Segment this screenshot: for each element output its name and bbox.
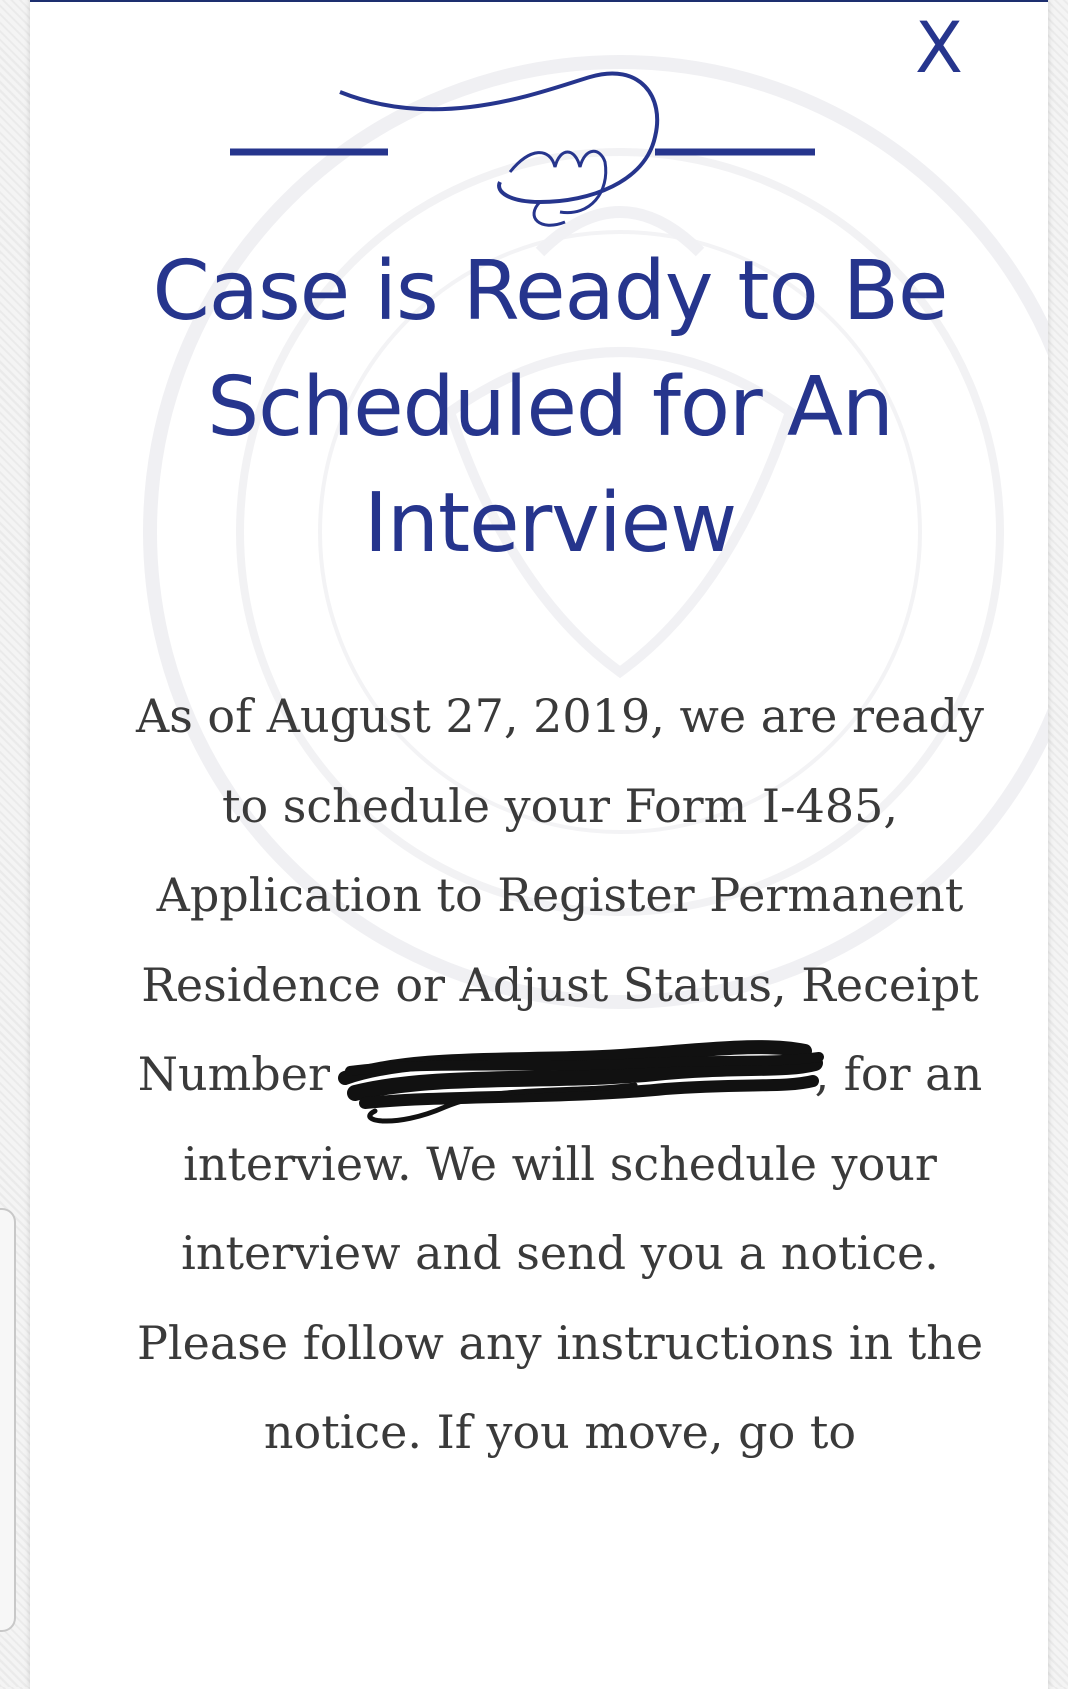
status-message-details: , for an interview. We will schedule your interview and send you a notice. Please follow any instructions in the notice. If you move, go to	[136, 1047, 984, 1459]
case-status-message	[130, 672, 990, 1478]
redacted-receipt-number	[345, 1055, 815, 1101]
status-message-intro: As of August 27, 2019, we are ready to schedule your Form I-485, Application to Register Permanent Residence or Adjust Status, Receipt Number	[135, 689, 985, 1101]
case-status-modal	[30, 0, 1048, 1689]
page-title: Case is Ready to Be Scheduled for An Interview	[152, 244, 948, 571]
close-button[interactable]: X	[904, 8, 974, 88]
redaction-scribble	[335, 1033, 825, 1125]
my-uscis-logo-icon	[210, 52, 910, 242]
side-panel-handle[interactable]	[0, 1208, 16, 1632]
